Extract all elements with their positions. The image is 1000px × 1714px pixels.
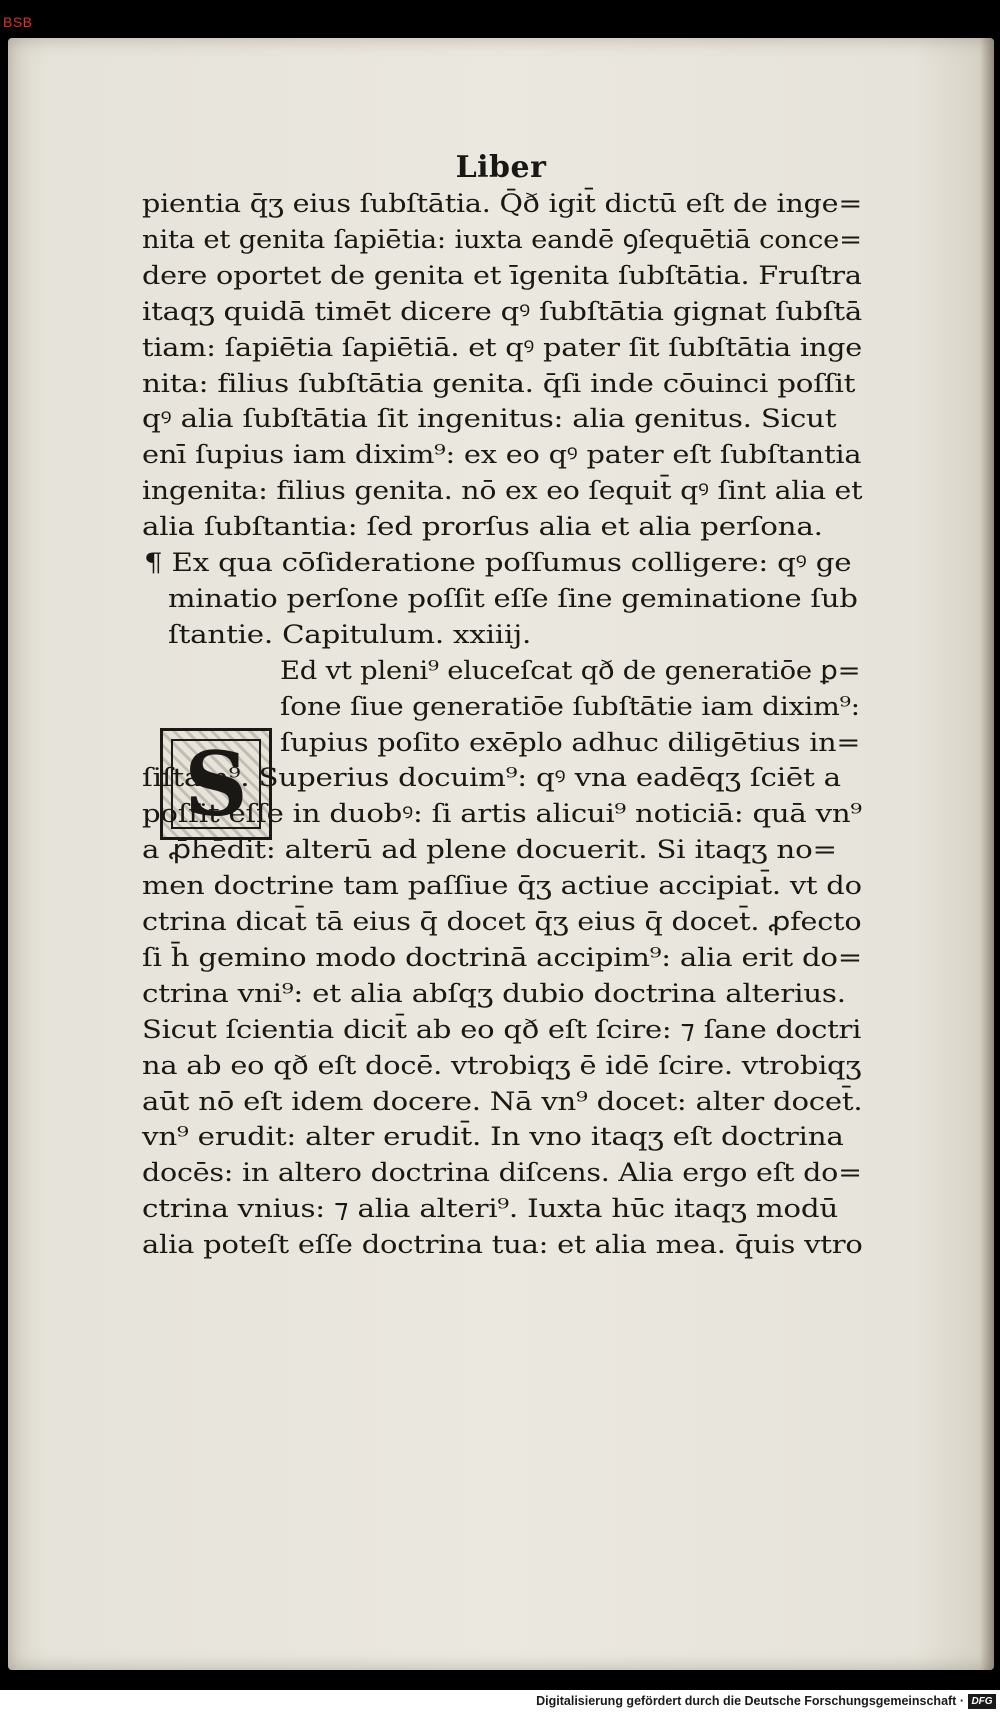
library-mark: BSB — [3, 14, 33, 30]
text-line: na ab eo qð eſt docē. vtrobiqʒ ē idē ſcire. vtrobiqʒ — [142, 1050, 862, 1081]
text-line: itaqʒ quidā timēt dicere qꝰ ſubſtātia gignat ſubſtā — [142, 296, 863, 327]
text-line: ctrina vni⁹: et alia abſqʒ dubio doctrina alterius. — [142, 978, 846, 1009]
text-line: alia ſubſtantia: ſed prorſus alia et alia perſona. — [142, 512, 823, 543]
text-line: vn⁹ erudit: alter erudit̄. In vno itaqʒ eſt doctrina — [142, 1122, 844, 1153]
text-line: ingenita: filius genita. nō ex eo ſequit̄ qꝰ ſint alia et — [142, 476, 863, 507]
text-line: ſupius poſito exēplo adhuc diligētius in= — [280, 727, 861, 758]
text-line: alia poteſt eſſe doctrina tua: et alia mea. q̄uis vtro — [142, 1230, 863, 1261]
text-line: Sicut ſcientia dicit̄ ab eo qð eſt ſcire: ⁊ ſane doctri — [142, 1014, 862, 1045]
text-line: ſtantie. Capitulum. xxiiij. — [168, 619, 532, 650]
text-line: dere oportet de genita et īgenita ſubſtātia. Fruſtra — [142, 260, 862, 291]
text-line: ſone ſiue generatiōe ſubſtātie iam dixim⁹: — [280, 691, 860, 722]
text-line: Ed vt pleni⁹ eluceſcat qð de generatiōe ꝑ= — [280, 655, 861, 686]
text-line: tiam: ſapiētia ſapiētiā. et qꝰ pater ſit ſubſtātia inge — [142, 332, 863, 363]
text-line: ¶ Ex qua cōſideratione poſſumus colligere: qꝰ ge — [144, 548, 852, 578]
text-line: nita et genita ſapiētia: iuxta eandē ꝯſequētiā conce= — [142, 224, 862, 255]
text-line: ſi h̄ gemino modo doctrinā accipim⁹: alia erit do= — [142, 942, 862, 973]
text-line: docēs: in altero doctrina diſcens. Alia ergo eſt do= — [142, 1158, 862, 1189]
footer-bar — [0, 1690, 1000, 1714]
dfg-logo-icon: DFG — [968, 1694, 996, 1709]
funding-credit: Digitalisierung gefördert durch die Deutsche Forschungsgemeinschaft · — [536, 1694, 964, 1708]
initial-letter-glyph: S — [171, 739, 261, 829]
text-line: pientia q̄ʒ eius ſubſtātia. Q̄ð igit̄ dictū eſt de inge= — [142, 189, 863, 219]
text-line: ctrina vnius: ⁊ alia alteri⁹. Iuxta hūc itaqʒ modū — [142, 1194, 839, 1225]
text-line: nita: filius ſubſtātia genita. q̄ſi inde cōuinci poſſit — [142, 368, 856, 399]
text-line: a ꝓ̄hēdit: alterū ad plene docuerit. Si itaqʒ no= — [142, 835, 837, 866]
text-line: aūt nō eſt idem docere. Nā vn⁹ docet: alter docet̄. — [142, 1086, 863, 1117]
text-line: poſſit eſſe in duobꝰ: ſi artis alicui⁹ noticiā: quā vn⁹ — [142, 799, 862, 830]
running-header: Liber — [455, 150, 547, 185]
book-page — [8, 38, 994, 1670]
text-line: qꝰ alia ſubſtātia ſit ingenitus: alia genitus. Sicut — [142, 404, 837, 435]
text-line: enī ſupius iam dixim⁹: ex eo qꝰ pater eſt ſubſtantia — [142, 440, 862, 471]
text-line: ſiſtam⁹. Superius docuim⁹: qꝰ vna eadēqʒ ſciēt a — [142, 763, 841, 794]
text-line: ctrina dicat̄ tā eius q̄ docet q̄ʒ eius q̄ docet̄. ꝓfecto — [142, 907, 862, 937]
text-line: minatio perſone poſſit eſſe ſine geminatione ſub — [168, 583, 858, 614]
text-line: men doctrine tam paſſiue q̄ʒ actiue accipiat̄. vt do — [142, 871, 862, 902]
